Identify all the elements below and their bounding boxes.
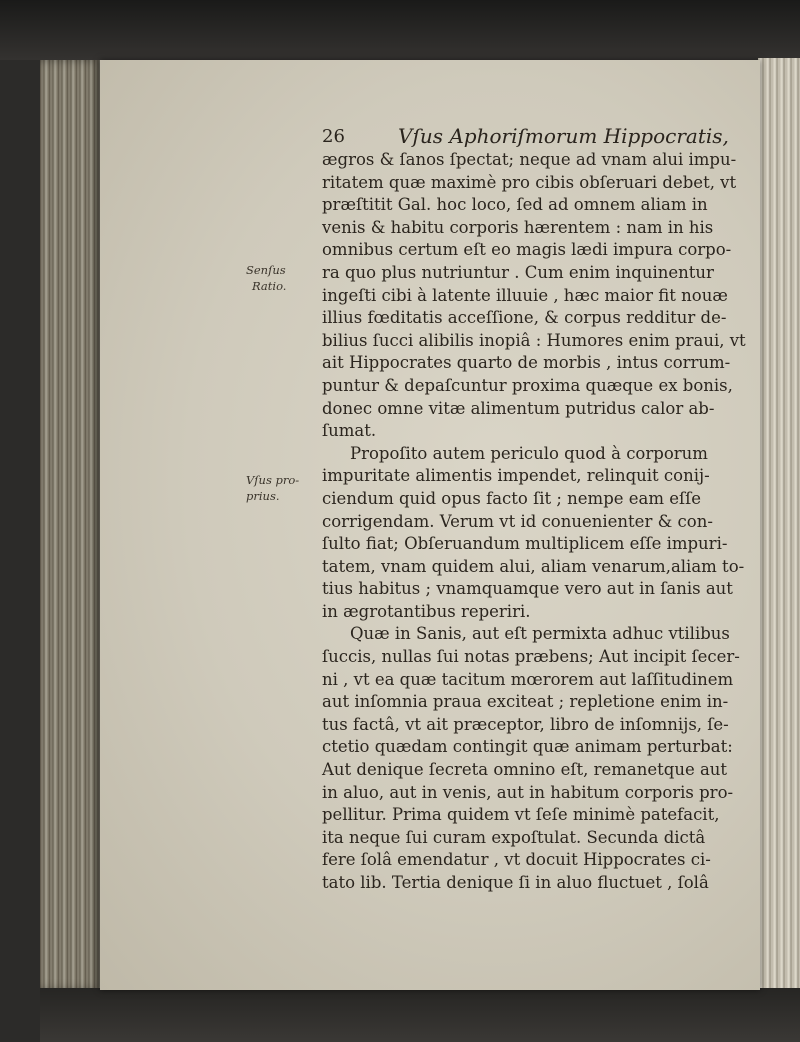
text-line: in aluo, aut in venis, aut in habitum corporis pro- <box>322 782 734 802</box>
book-page-edges-right <box>758 58 800 998</box>
text-line: ritatem quæ maximè pro cibis obſeruari debet, vt <box>322 172 737 192</box>
margin-note-line: Senſus <box>246 263 286 277</box>
text-line: ſuccis, nullas ſui notas præbens; Aut incipit ſecer- <box>322 647 740 667</box>
text-line: corrigendam. Verum vt id conuenienter & con- <box>322 511 713 531</box>
text-line: Aut denique ſecreta omnino eſt, remanetque aut <box>322 760 728 780</box>
margin-note-vsus-prius <box>246 472 316 504</box>
text-line: ſumat. <box>322 421 377 441</box>
text-line: ait Hippocrates quarto de morbis , intus corrum- <box>322 353 731 373</box>
text-line: tus factâ, vt ait præceptor, libro de inſomnijs, ſe- <box>322 714 729 734</box>
text-line: omnibus certum eſt eo magis lædi impura corpo- <box>322 240 732 260</box>
text-line: ctetio quædam contingit quæ animam perturbat: <box>322 737 733 757</box>
text-line: aut inſomnia praua exciteat ; repletione enim in- <box>322 692 729 712</box>
text-line: pellitur. Prima quidem vt ſeſe minimè patefacit, <box>322 805 720 825</box>
margin-note-line: Vſus pro- <box>246 473 300 487</box>
text-line: puntur & depaſcuntur proxima quæque ex bonis, <box>322 375 733 395</box>
text-line: ingeſti cibi à latente illuuie , hæc maior fit nouæ <box>322 285 728 305</box>
text-line: ra quo plus nutriuntur . Cum enim inquinentur <box>322 262 714 282</box>
text-line: in ægrotantibus reperiri. <box>322 601 531 621</box>
text-line: tius habitus ; vnamquamque vero aut in ſanis aut <box>322 579 733 599</box>
margin-note-line: prius. <box>246 489 280 503</box>
text-line: Quæ in Sanis, aut eſt permixta adhuc vtilibus <box>350 624 730 644</box>
text-line: venis & habitu corporis hærentem : nam in his <box>322 217 714 237</box>
text-line: impuritate alimentis impendet, relinquit conij- <box>322 466 710 486</box>
background-top <box>0 0 800 60</box>
body-text <box>322 149 746 895</box>
text-line: donec omne vitæ alimentum putridus calor ab- <box>322 398 715 418</box>
margin-note-line: Ratio. <box>252 279 287 293</box>
text-line: ita neque ſui curam expoſtulat. Secunda dictâ <box>322 827 706 847</box>
text-line: bilius ſucci alibilis inopiâ : Humores enim praui, vt <box>322 330 746 350</box>
page-header <box>322 124 742 150</box>
text-line: præſtitit Gal. hoc loco, ſed ad omnem aliam in <box>322 195 708 215</box>
text-line: ægros & ſanos ſpectat; neque ad vnam alui impu- <box>322 150 737 169</box>
running-title: Vſus Aphoriſmorum Hippocratis, <box>398 124 729 148</box>
text-line: tatem, vnam quidem alui, aliam venarum,aliam to- <box>322 556 745 576</box>
text-line: illius fœditatis acceſſione, & corpus redditur de- <box>322 308 727 328</box>
book-page-edges-left <box>40 60 102 990</box>
text-line: Propoſito autem periculo quod à corporum <box>350 443 708 463</box>
page-number: 26 <box>322 126 345 147</box>
text-line: tato lib. Tertia denique ſi in aluo fluctuet , ſolâ <box>322 873 709 892</box>
text-line: ciendum quid opus facto ſit ; nempe eam eſſe <box>322 488 702 508</box>
text-line: fere ſolâ emendatur , vt docuit Hippocrates ci- <box>322 850 711 870</box>
margin-note-senfus-ratio <box>246 262 316 294</box>
background-bottom <box>40 988 800 1042</box>
text-line: ſulto fiat; Obſeruandum multiplicem eſſe impuri- <box>322 534 728 554</box>
text-line: ni , vt ea quæ tacitum mœrorem aut laſſitudinem <box>322 669 734 689</box>
